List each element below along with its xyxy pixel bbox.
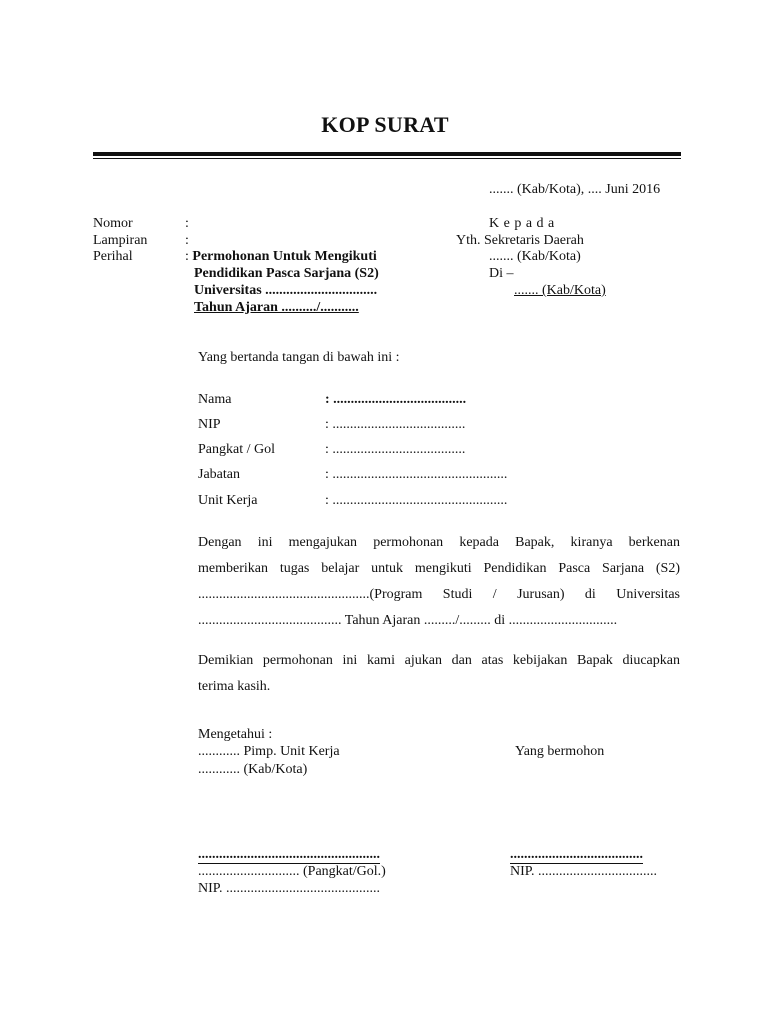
paragraph-request — [198, 530, 680, 634]
left-signatory-name: .................................................... — [198, 847, 380, 862]
paragraph-request-line-4: ......................................... Tahun Ajaran ........./......... di ............................... — [198, 613, 618, 628]
field-nama-value: : ...................................... — [325, 392, 467, 407]
perihal-label: Perihal — [93, 249, 133, 264]
signature-kab: ............ (Kab/Kota) — [198, 762, 308, 777]
letterhead-rule-thick — [93, 152, 681, 156]
field-jabatan-value: : .................................................. — [325, 467, 508, 482]
paragraph-closing — [198, 648, 680, 700]
lampiran-colon: : — [185, 233, 189, 248]
right-signatory-name: ...................................... — [510, 847, 643, 862]
field-unit-kerja-label: Unit Kerja — [198, 493, 258, 508]
perihal-colon — [185, 249, 377, 265]
field-nip-label: NIP — [198, 417, 221, 432]
field-unit-kerja-value: : .................................................. — [325, 493, 508, 508]
right-signatory-nip: NIP. .................................. — [510, 864, 658, 879]
lampiran-label: Lampiran — [93, 233, 148, 248]
field-pangkat-label: Pangkat / Gol — [198, 442, 275, 457]
yang-bermohon: Yang bermohon — [515, 744, 605, 759]
kepada: K e p a d a — [489, 216, 555, 231]
left-signatory-pangkat: ............................. (Pangkat/Gol.) — [198, 864, 386, 879]
field-nip-value: : ...................................... — [325, 417, 466, 432]
paragraph-request-line-1: Dengan ini mengajukan permohonan kepada Bapak, kiranya berkenan — [198, 535, 680, 550]
paragraph-closing-line-2: terima kasih. — [198, 679, 271, 694]
letterhead-rule-thin — [93, 158, 681, 159]
intro-text: Yang bertanda tangan di bawah ini : — [198, 350, 400, 365]
perihal-line-4: Tahun Ajaran ........../........... — [194, 300, 359, 315]
paragraph-closing-line-1: Demikian permohonan ini kami ajukan dan atas kebijakan Bapak diucapkan — [198, 653, 680, 668]
perihal-line-1: Permohonan Untuk Mengikuti — [192, 249, 377, 264]
mengetahui-label: Mengetahui : — [198, 727, 273, 742]
date-line: ....... (Kab/Kota), .... Juni 2016 — [489, 182, 661, 197]
recipient-place: ....... (Kab/Kota) — [514, 283, 606, 298]
perihal-colon-text: : — [185, 249, 193, 264]
nomor-label: Nomor — [93, 216, 133, 231]
field-nama-label: Nama — [198, 392, 232, 407]
letterhead-title: KOP SURAT — [321, 112, 449, 137]
paragraph-request-line-2: memberikan tugas belajar untuk mengikuti Pendidikan Pasca Sarjana (S2) — [198, 561, 680, 576]
pimp-unit-kerja: ............ Pimp. Unit Kerja — [198, 744, 340, 759]
recipient-kab: ....... (Kab/Kota) — [489, 249, 581, 264]
nomor-colon: : — [185, 216, 189, 231]
recipient-di: Di – — [489, 266, 514, 281]
paragraph-request-line-3: .................................................(Program Studi / Jurusan) di Universitas — [198, 587, 680, 602]
field-jabatan-label: Jabatan — [198, 467, 240, 482]
perihal-line-3: Universitas ................................ — [194, 283, 378, 298]
field-pangkat-value: : ...................................... — [325, 442, 466, 457]
recipient-yth: Yth. Sekretaris Daerah — [456, 233, 584, 248]
perihal-line-2: Pendidikan Pasca Sarjana (S2) — [194, 266, 379, 281]
left-signatory-nip: NIP. ............................................ — [198, 881, 381, 896]
